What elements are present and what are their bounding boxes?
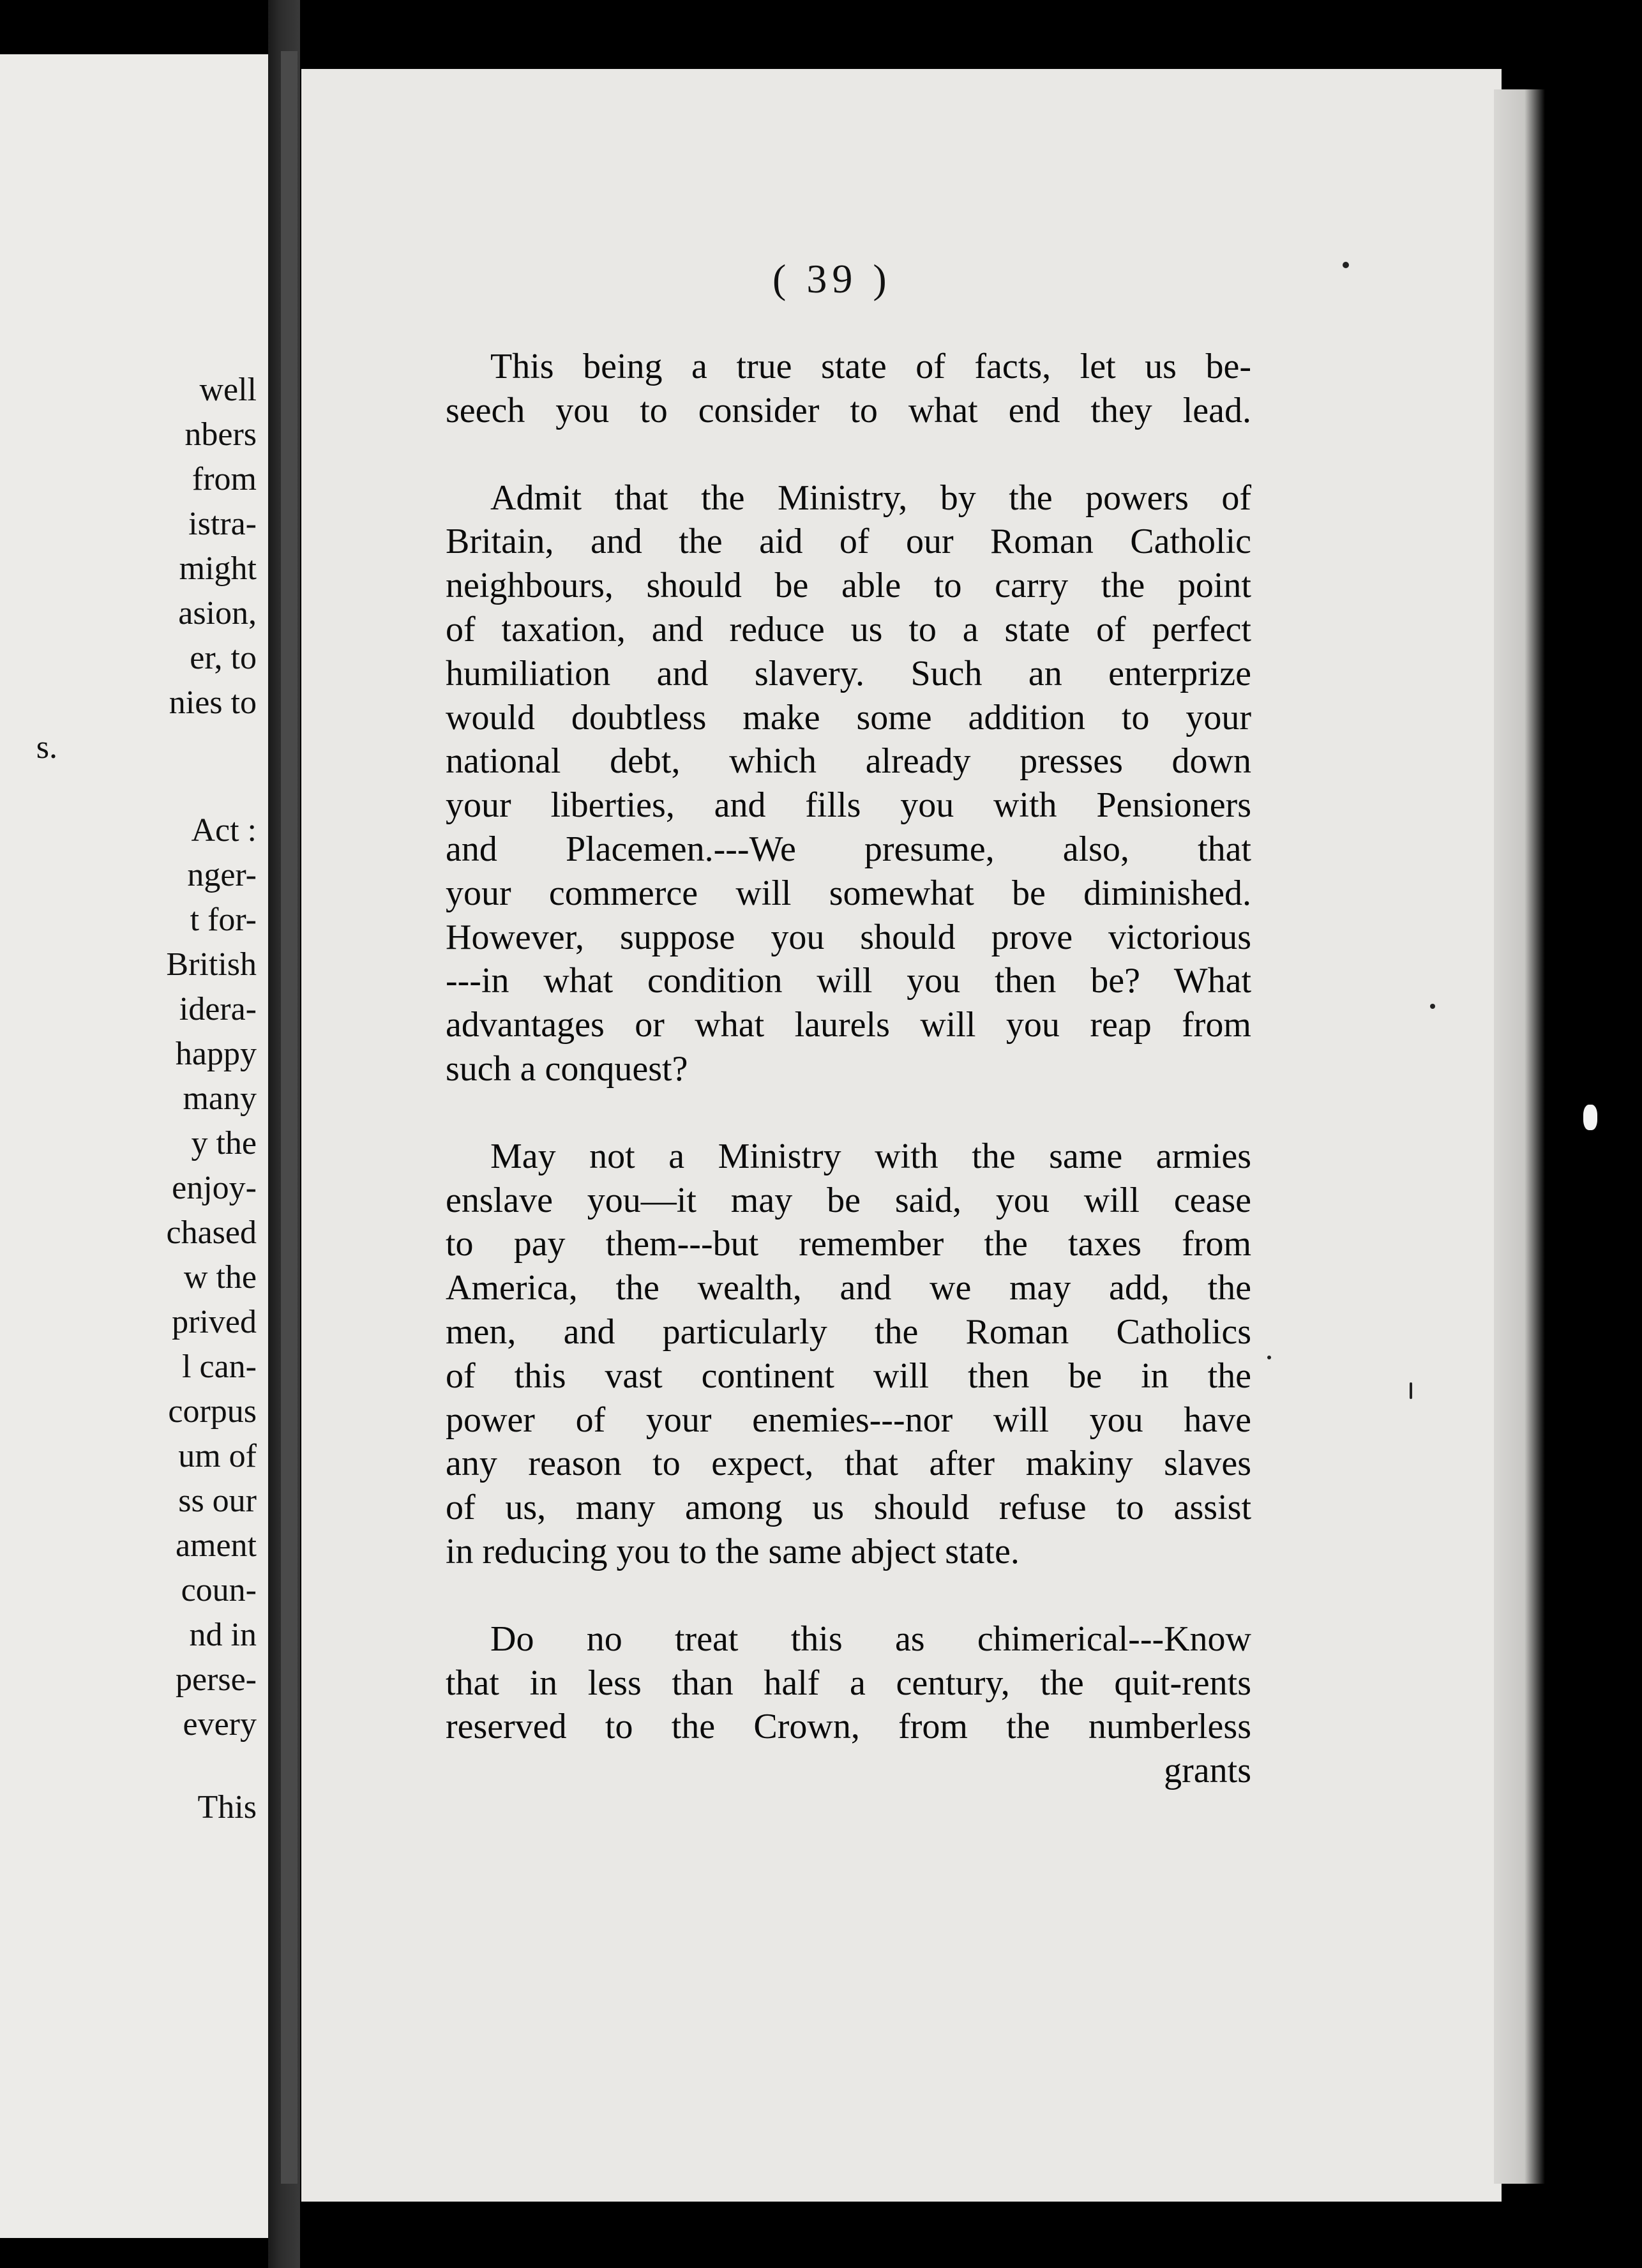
left-line: um of <box>178 1438 257 1474</box>
left-line: This <box>197 1789 257 1826</box>
scan-speck <box>1410 1382 1412 1399</box>
text-line: such a conquest? <box>446 1048 688 1089</box>
left-line: nies to <box>169 684 257 721</box>
text-line: seech you to consider to what end they lead. <box>446 390 1251 430</box>
left-line: ament <box>175 1527 257 1564</box>
left-line: British <box>166 946 257 983</box>
left-line: coun- <box>181 1572 257 1608</box>
paragraph <box>446 476 1251 1091</box>
text-line: would doubtless make some addition to your <box>446 697 1251 737</box>
left-line: er, to <box>190 640 257 676</box>
paragraph <box>446 1135 1251 1574</box>
text-line: reserved to the Crown, from the numberless <box>446 1707 1251 1747</box>
text-line: your liberties, and fills you with Pensioners <box>446 785 1251 826</box>
page-edge-shadow <box>1494 89 1545 2184</box>
text-line: Do no treat this as chimerical---Know <box>490 1619 1251 1659</box>
text-line: enslave you—it may be said, you will cease <box>446 1180 1251 1220</box>
left-line: happy <box>175 1036 257 1072</box>
left-line: well <box>199 372 257 408</box>
text-line: advantages or what laurels will you reap from <box>446 1005 1251 1045</box>
text-line: neighbours, should be able to carry the point <box>446 566 1251 606</box>
text-line: that in less than half a century, the quit-rents <box>446 1663 1251 1703</box>
left-line: might <box>179 550 257 587</box>
text-line: ---in what condition will you then be? What <box>446 961 1251 1001</box>
left-line: asion, <box>178 595 257 631</box>
left-line: perse- <box>175 1661 257 1698</box>
scan-speck <box>1343 262 1349 268</box>
text-line: humiliation and slavery. Such an enterprize <box>446 653 1251 693</box>
text-line: of us, many among us should refuse to assist <box>446 1488 1251 1528</box>
text-line: Admit that the Ministry, by the powers of <box>490 478 1251 518</box>
left-line: many <box>183 1080 257 1117</box>
page-number: ( 39 ) <box>772 256 892 301</box>
text-line: America, the wealth, and we may add, the <box>446 1268 1251 1308</box>
left-line: nger- <box>187 857 257 893</box>
text-line: May not a Ministry with the same armies <box>490 1136 1251 1176</box>
binding-spine-shadow <box>281 51 298 2184</box>
catchword: grants <box>1164 1751 1251 1791</box>
left-line: nd in <box>189 1617 257 1653</box>
text-line: power of your enemies---nor will you have <box>446 1400 1251 1440</box>
left-line: ss our <box>178 1483 257 1519</box>
previous-page-fragment <box>0 54 268 2238</box>
scan-speck <box>1267 1356 1271 1359</box>
left-line: from <box>192 461 257 497</box>
text-line: of this vast continent will then be in the <box>446 1356 1251 1396</box>
left-line: every <box>183 1706 257 1743</box>
text-line: This being a true state of facts, let us be- <box>490 347 1251 386</box>
text-line: men, and particularly the Roman Catholics <box>446 1312 1251 1352</box>
paragraph <box>446 1617 1251 1793</box>
scan-blot <box>1583 1105 1597 1130</box>
left-line: l can- <box>182 1349 257 1385</box>
text-line: in reducing you to the same abject state. <box>446 1531 1020 1571</box>
left-line: t for- <box>190 902 257 938</box>
paragraph <box>446 345 1251 433</box>
left-line: corpus <box>168 1393 257 1430</box>
page-body-text <box>446 345 1251 1793</box>
text-line: national debt, which already presses down <box>446 741 1251 782</box>
left-line: s. <box>36 729 57 766</box>
left-line: chased <box>166 1214 257 1251</box>
scan-speck <box>1430 1004 1435 1009</box>
text-line: any reason to expect, that after makiny slaves <box>446 1444 1251 1484</box>
text-line: Britain, and the aid of our Roman Catholic <box>446 522 1251 562</box>
left-line: nbers <box>185 416 257 453</box>
left-line: y the <box>191 1125 257 1161</box>
left-line: idera- <box>179 991 257 1027</box>
text-line: and Placemen.---We presume, also, that <box>446 829 1251 869</box>
left-line: istra- <box>188 506 257 542</box>
left-line: Act : <box>191 812 257 849</box>
text-line: to pay them---but remember the taxes from <box>446 1224 1251 1264</box>
text-line: of taxation, and reduce us to a state of perfect <box>446 609 1251 649</box>
left-line: w the <box>183 1259 257 1296</box>
left-line: enjoy- <box>172 1170 257 1206</box>
text-line: your commerce will somewhat be diminished. <box>446 873 1251 913</box>
text-line: However, suppose you should prove victorious <box>446 917 1251 957</box>
left-line: prived <box>172 1304 257 1340</box>
